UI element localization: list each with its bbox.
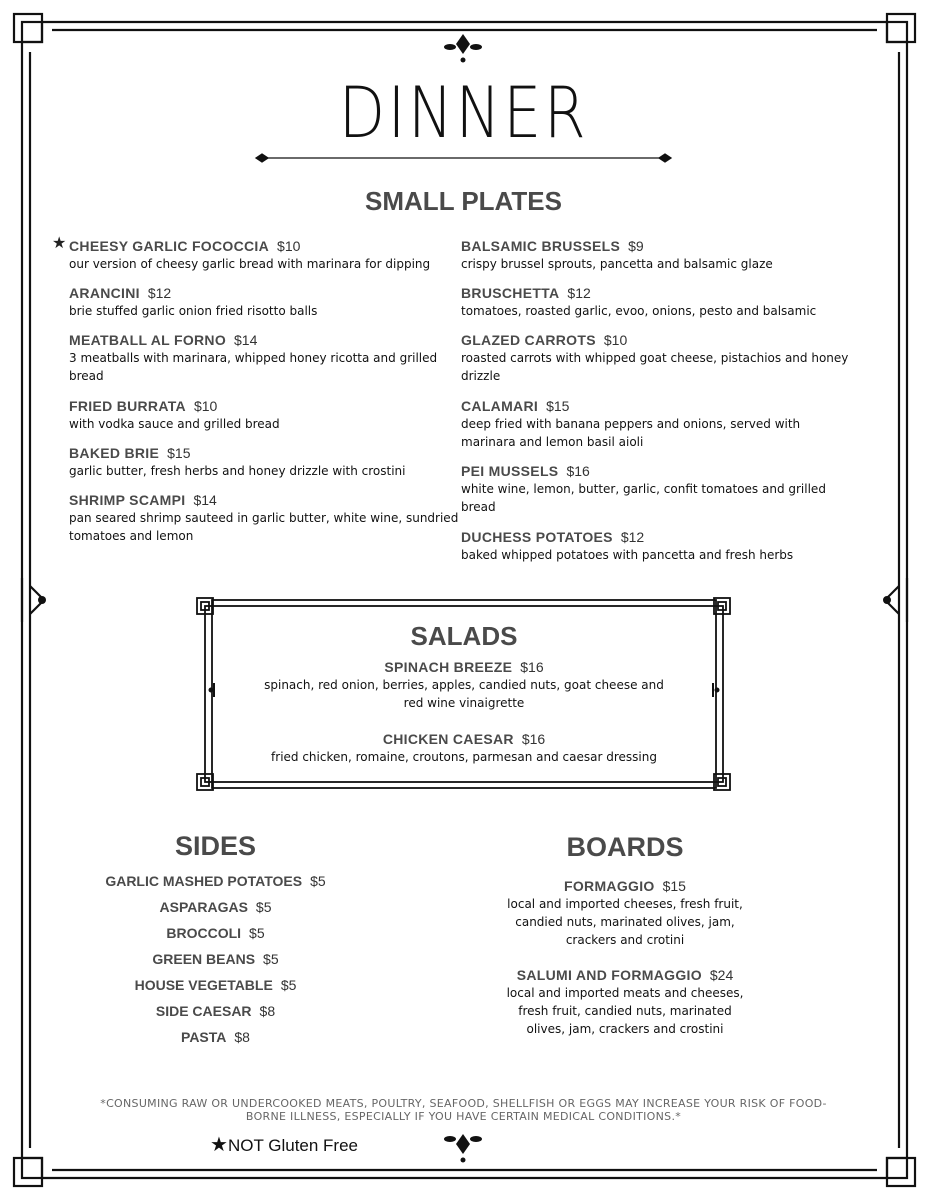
side-item-garlic-mashed-potatoes: GARLIC MASHED POTATOES $5 <box>105 873 326 889</box>
side-item-pasta: PASTA $8 <box>181 1029 250 1045</box>
side-item-green-beans: GREEN BEANS $5 <box>152 951 279 967</box>
menu-item-baked-brie: BAKED BRIE $15 garlic butter, fresh herbs and honey drizzle with crostini <box>69 445 406 478</box>
menu-item-calamari: CALAMARI $15 deep fried with banana peppers and onions, served with marinara and lemon basil aioli <box>461 398 801 449</box>
board-item-salumi-and-formaggio: SALUMI AND FORMAGGIO $24 local and imported meats and cheeses, fresh fruit, candied nuts, marinated olives, jam, crackers and crostini <box>506 967 744 1036</box>
menu-item-fried-burrata: FRIED BURRATA $10 with vodka sauce and grilled bread <box>69 398 280 431</box>
menu-item-arancini: ARANCINI $12 brie stuffed garlic onion fried risotto balls <box>69 285 318 318</box>
menu-item-spinach-breeze: SPINACH BREEZE $16 spinach, red onion, berries, apples, candied nuts, goat cheese and red wine vinaigrette <box>264 659 664 710</box>
star-icon: ★ <box>210 1134 228 1156</box>
menu-item-cheesy-garlic-fococcia: CHEESY GARLIC FOCOCCIA $10 our version of cheesy garlic bread with marinara for dipping <box>69 238 431 271</box>
food-safety-disclaimer: *CONSUMING RAW OR UNDERCOOKED MEATS, POULTRY, SEAFOOD, SHELLFISH OR EGGS MAY INCREASE YOUR RISK OF FOOD-BORNE ILLNESS, ESPECIALLY IF YOU HAVE CERTAIN MEDICAL CONDITIONS.* <box>100 1097 827 1123</box>
menu-item-duchess-potatoes: DUCHESS POTATOES $12 baked whipped potatoes with pancetta and fresh herbs <box>461 529 794 562</box>
side-item-asparagas: ASPARAGAS $5 <box>159 899 272 915</box>
page-title: DINNER <box>338 72 589 154</box>
menu-item-shrimp-scampi: SHRIMP SCAMPI $14 pan seared shrimp sauteed in garlic butter, white wine, sundried tomatoes and lemon <box>69 492 459 543</box>
menu-item-balsamic-brussels: BALSAMIC BRUSSELS $9 crispy brussel sprouts, pancetta and balsamic glaze <box>461 238 773 271</box>
menu-item-glazed-carrots: GLAZED CARROTS $10 roasted carrots with whipped goat cheese, pistachios and honey drizzle <box>461 332 849 383</box>
side-item-side-caesar: SIDE CAESAR $8 <box>155 1003 276 1019</box>
sides-heading: SIDES <box>174 831 257 861</box>
menu-item-chicken-caesar: CHICKEN CAESAR $16 fried chicken, romaine, croutons, parmesan and caesar dressing <box>271 731 657 764</box>
legend-text: NOT Gluten Free <box>227 1136 359 1155</box>
gluten-legend <box>210 1132 358 1157</box>
salads-heading: SALADS <box>410 621 518 651</box>
side-item-house-vegetable: HOUSE VEGETABLE $5 <box>134 977 297 993</box>
star-icon: ★ <box>52 233 67 252</box>
menu-item-pei-mussels: PEI MUSSELS $16 white wine, lemon, butter, garlic, confit tomatoes and grilled bread <box>461 463 826 514</box>
small-plates-heading: SMALL PLATES <box>365 186 562 216</box>
menu-item-meatball-al-forno: MEATBALL AL FORNO $14 3 meatballs with marinara, whipped honey ricotta and grilled bread <box>69 332 438 383</box>
menu-item-bruschetta: BRUSCHETTA $12 tomatoes, roasted garlic, evoo, onions, pesto and balsamic <box>461 285 817 318</box>
board-item-formaggio: FORMAGGIO $15 local and imported cheeses, fresh fruit, candied nuts, marinated olives, jam, crackers and crotini <box>507 878 743 947</box>
boards-heading: BOARDS <box>566 832 684 862</box>
side-item-broccoli: BROCCOLI $5 <box>166 925 265 941</box>
